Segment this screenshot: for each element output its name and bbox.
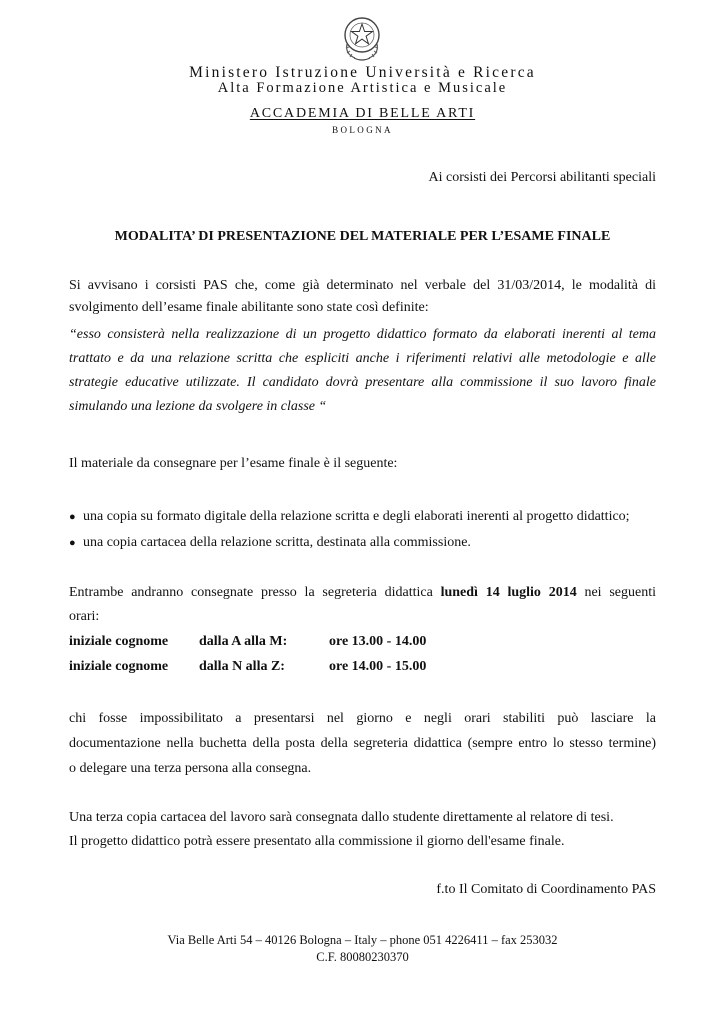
delivery-line: orari: — [69, 609, 100, 624]
intro-line: Si avvisano i corsisti PAS che, come già determinato nel verbale del 31/03/2014, le modalità di — [69, 278, 656, 293]
ministry-name: Ministero Istruzione Università e Ricerca — [189, 64, 536, 81]
impossibility-line: documentazione nella buchetta della posta della segreteria didattica (sempre entro lo stesso termine) — [69, 736, 656, 751]
intro-paragraph — [69, 275, 656, 319]
schedule-time: ore 14.00 - 15.00 — [329, 659, 427, 674]
academy-city: BOLOGNA — [332, 125, 393, 135]
delivery-text: nei seguenti — [576, 585, 657, 600]
delivery-text: Entrambe andranno consegnate presso la segreteria didattica — [69, 585, 441, 600]
quote-line: trattato e da una relazione scritta che espliciti anche i riferimenti relativi alle metodologie e alle — [69, 351, 656, 366]
footer-address: Via Belle Arti 54 – 40126 Bologna – Italy – phone 051 4226411 – fax 253032 — [167, 933, 558, 947]
list-item — [69, 532, 471, 554]
material-intro: Il materiale da consegnare per l’esame finale è il seguente: — [69, 456, 398, 471]
impossibility-paragraph — [69, 706, 656, 781]
delivery-line — [69, 581, 656, 605]
signature-line: f.to Il Comitato di Coordinamento PAS — [436, 882, 656, 897]
impossibility-line: o delegare una terza persona alla consegna. — [69, 761, 312, 776]
quote-line: “esso consisterà nella realizzazione di un progetto didattico formato da elaborati inerenti al tema — [69, 327, 656, 342]
schedule-range: dalla A alla M: — [199, 634, 288, 649]
schedule-range: dalla N alla Z: — [199, 659, 285, 674]
schedule-label: iniziale cognome — [69, 634, 169, 649]
delivery-paragraph — [69, 581, 656, 629]
list-item-text: una copia su formato digitale della relazione scritta e degli elaborati inerenti al progetto didattico; — [83, 509, 630, 524]
third-copy-line: Il progetto didattico potrà essere presentato alla commissione il giorno dell'esame finale. — [69, 834, 565, 849]
delivery-date: lunedì 14 luglio 2014 — [440, 585, 577, 600]
bullet-icon: ● — [69, 537, 76, 549]
recipient-line: Ai corsisti dei Percorsi abilitanti speciali — [428, 170, 656, 185]
third-copy-line: Una terza copia cartacea del lavoro sarà consegnata dallo studente direttamente al relatore di tesi. — [69, 810, 614, 825]
academy-name: ACCADEMIA DI BELLE ARTI — [249, 106, 476, 121]
quote-paragraph — [69, 323, 656, 419]
schedule-time: ore 13.00 - 14.00 — [329, 634, 427, 649]
quote-line: strategie educative utilizzate. Il candidato dovrà presentare alla commissione il suo lavoro finale — [69, 375, 656, 390]
schedule-label: iniziale cognome — [69, 659, 169, 674]
intro-line: svolgimento dell’esame finale abilitante sono state così definite: — [69, 300, 429, 315]
quote-line: simulando una lezione da svolgere in classe “ — [69, 399, 327, 414]
italian-republic-emblem-icon — [341, 14, 383, 62]
footer-tax-code: C.F. 80080230370 — [316, 950, 409, 964]
document-title: MODALITA’ DI PRESENTAZIONE DEL MATERIALE PER L’ESAME FINALE — [114, 229, 611, 244]
impossibility-line: chi fosse impossibilitato a presentarsi nel giorno e negli orari stabiliti può lasciare la — [69, 711, 656, 726]
third-copy-paragraph — [69, 806, 656, 854]
list-item — [69, 506, 630, 528]
bullet-icon: ● — [69, 511, 76, 523]
afam-name: Alta Formazione Artistica e Musicale — [217, 80, 508, 96]
list-item-text: una copia cartacea della relazione scritta, destinata alla commissione. — [83, 535, 471, 550]
